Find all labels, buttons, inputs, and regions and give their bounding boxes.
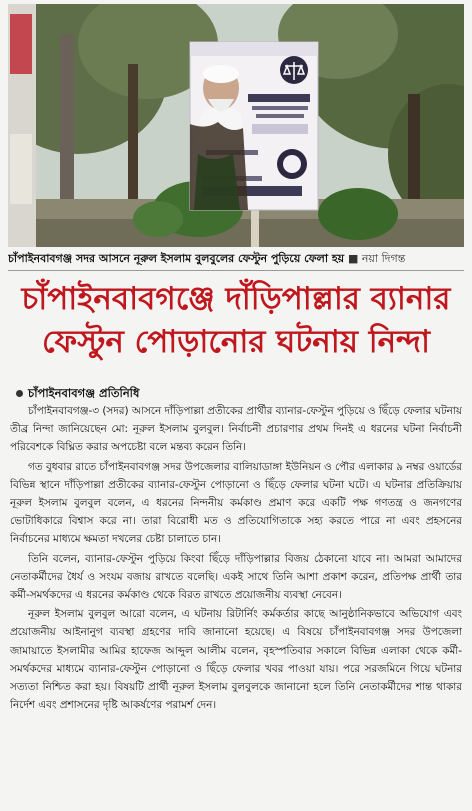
photo-caption [8, 248, 464, 271]
article-paragraph: গত বুধবার রাতে চাঁপাইনবাবগঞ্জ সদর উপজেলার বালিয়াডাঙ্গা ইউনিয়ন ও পৌর এলাকার ৯ নম্বর ওয়ার্ডের বিভিন্ন স্থানে দাঁড়িপাল্লা প্রতীকের ব্যানার-ফেস্টুন পোড়ানো ও ছিঁড়ে ফেলার ঘটনা ঘটে। এ ঘটনার প্রতিক্রিয়ায় নূরুল ইসলাম বুলবুল বলেন, এ ধরনের নিন্দনীয় কর্মকাণ্ড প্রমাণ করে একটি পক্ষ গণতন্ত্র ও জনগণের ভোটাধিকারে বিশ্বাস করে না। তারা বিরোধী মত ও প্রতিযোগিতাকে সহ্য করতে পারে না এবং প্রহসনের নির্বাচনের মাধ্যমে ক্ষমতা দখলের চেষ্টা চালাতে চান। [10, 460, 462, 546]
bullet-icon [16, 390, 23, 397]
headline-line-1: চাঁপাইনবাবগঞ্জে দাঁড়িপাল্লার ব্যানার [21, 281, 451, 317]
news-photo [8, 4, 464, 247]
photo-illustration [8, 4, 464, 247]
caption-credit: ■ নয়া দিগন্ত [347, 252, 406, 265]
caption-text: চাঁপাইনবাবগঞ্জ সদর আসনে নূরুল ইসলাম বুলবুলের ফেস্টুন পুড়িয়ে ফেলা হয় [8, 252, 345, 265]
article-paragraph: চাঁপাইনবাবগঞ্জ-৩ (সদর) আসনে দাঁড়িপাল্লা প্রতীকের প্রার্থীর ব্যানার-ফেস্টুন পুড়িয়ে ও ছিঁড়ে ফেলার ঘটনায় তীব্র নিন্দা জানিয়েছেন মো: নূরুল ইসলাম বুলবুল। নির্বাচনী প্রচারণার প্রথম দিনই এ ধরনের ঘটনা নির্বাচনী পরিবেশকে বিঘ্নিত করার অপচেষ্টা বলে মন্তব্য করেন তিনি। [10, 405, 462, 454]
byline-text: চাঁপাইনবাবগঞ্জ প্রতিনিধি [28, 386, 140, 400]
article-body [10, 402, 462, 806]
headline-line-2: ফেস্টুন পোড়ানোর ঘটনায় নিন্দা [41, 324, 430, 360]
article-paragraph: নূরুল ইসলাম বুলবুল আরো বলেন, এ ঘটনায় রিটার্নিং কর্মকর্তার কাছে আনুষ্ঠানিকভাবে অভিযোগ এবং প্রয়োজনীয় আইনানুগ ব্যবস্থা গ্রহণের দাবি জানানো হয়েছে। এ বিষয়ে চাঁপাইনবাবগঞ্জ সদর উপজেলা জামায়াতে ইসলামীর আমির হাফেজ আব্দুল আলীম বলেন, বৃহস্পতিবার সকালে বিভিন্ন এলাকা থেকে কর্মী-সমর্থকদের মাধ্যমে ব্যানার-ফেস্টুন পোড়ানো ও ছিঁড়ে ফেলার খবর পাওয়া যায়। পরে সরজমিনে গিয়ে ঘটনার সত্যতা নিশ্চিত করা হয়। বিষয়টি প্রার্থী নূরুল ইসলাম বুলবুলকে জানানো হলে তিনি নেতাকর্মীদের শান্ত থাকার নির্দেশ এবং প্রশাসনের দৃষ্টি আকর্ষণের পরামর্শ দেন। [10, 608, 462, 712]
headline [6, 278, 466, 364]
article-paragraph: তিনি বলেন, ব্যানার-ফেস্টুন পুড়িয়ে কিংবা ছিঁড়ে দাঁড়িপাল্লার বিজয় ঠেকানো যাবে না। আমরা আমাদের নেতাকর্মীদের ধৈর্য ও সংযম বজায় রাখতে বলেছি। একই সাথে তিনি আশা প্রকাশ করেন, প্রতিপক্ষ প্রার্থী তার কর্মী-সমর্থকদের এ ধরনের কর্মকাণ্ড থেকে বিরত রাখতে প্রয়োজনীয় ব্যবস্থা নেবেন। [10, 552, 462, 602]
